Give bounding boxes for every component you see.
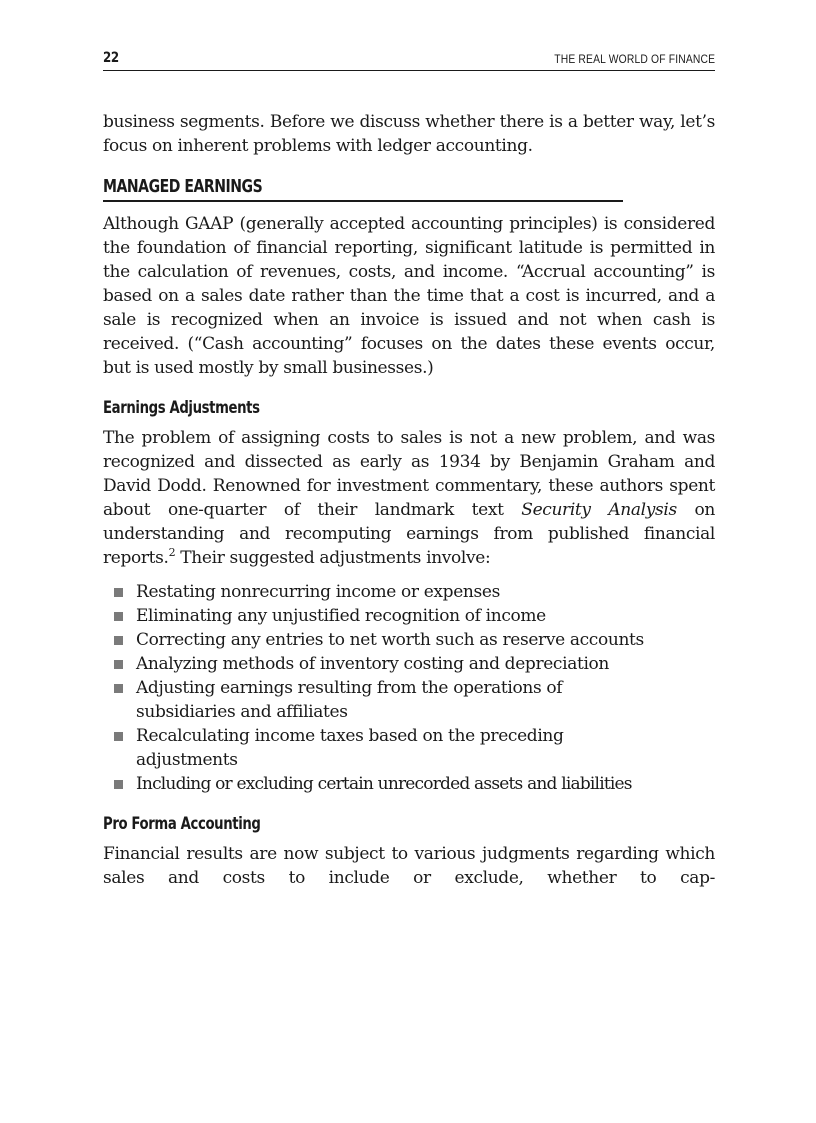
list-item-text: Adjusting earnings resulting from the operations of subsidiaries and affiliates bbox=[136, 678, 563, 722]
list-item bbox=[113, 772, 715, 796]
list-item bbox=[113, 628, 715, 652]
subheading-earnings-adjustments bbox=[103, 396, 715, 420]
paragraph-text: Their suggested adjustments involve: bbox=[175, 548, 491, 568]
list-item-text: Including or excluding certain unrecorded assets and liabilities bbox=[136, 774, 632, 794]
section-heading-text: MANAGED EARNINGS bbox=[103, 176, 263, 197]
body-text bbox=[103, 110, 715, 890]
pro-forma-paragraph: Financial results are now subject to various judgments regarding which sales and costs to include or exclude, whether to cap- bbox=[103, 844, 715, 888]
square-bullet-icon bbox=[114, 636, 123, 645]
running-head bbox=[103, 50, 715, 71]
square-bullet-icon bbox=[114, 660, 123, 669]
list-item bbox=[113, 580, 715, 604]
subheading-pro-forma-accounting bbox=[103, 812, 715, 836]
list-item bbox=[113, 652, 715, 676]
subheading-text: Pro Forma Accounting bbox=[103, 814, 261, 834]
paragraph-text: The problem of assigning costs to sales is not a new problem, and was recognized and dissected as early as 1934 by Benjamin Graham and David Dodd. Renowned for investment commentary, these authors spent about one-quarter of their landmark text bbox=[103, 428, 715, 520]
square-bullet-icon bbox=[114, 588, 123, 597]
square-bullet-icon bbox=[114, 612, 123, 621]
list-item bbox=[113, 676, 715, 724]
intro-paragraph: business segments. Before we discuss whether there is a better way, let’s focus on inherent problems with ledger accounting. bbox=[103, 112, 715, 156]
list-item bbox=[113, 724, 715, 772]
adjustments-bullet-list bbox=[103, 580, 715, 796]
page-number: 22 bbox=[103, 50, 119, 66]
list-item-text: Eliminating any unjustified recognition of income bbox=[136, 606, 546, 626]
paragraph-text: on understanding and recomputing earnings from published financial reports. bbox=[103, 500, 715, 568]
list-item bbox=[113, 604, 715, 628]
footnote-reference[interactable]: 2 bbox=[168, 546, 176, 559]
square-bullet-icon bbox=[114, 780, 123, 789]
managed-earnings-paragraph: Although GAAP (generally accepted accounting principles) is considered the foundation of financial reporting, significant latitude is permitted in the calculation of revenues, costs, and income. “Accrual accounting” is based on a sales date rather than the time that a cost is incurred, and a sale is recognized when an invoice is issued and not when cash is received. (“Cash accounting” focuses on the dates these events occur, but is used mostly by small businesses.) bbox=[103, 214, 715, 378]
list-item-text: Restating nonrecurring income or expenses bbox=[136, 582, 500, 602]
list-item-text: Correcting any entries to net worth such as reserve accounts bbox=[136, 630, 644, 650]
list-item-text: Analyzing methods of inventory costing and depreciation bbox=[136, 654, 610, 674]
section-heading-managed-earnings bbox=[103, 174, 623, 202]
square-bullet-icon bbox=[114, 684, 123, 693]
list-item-text: Recalculating income taxes based on the preceding adjustments bbox=[136, 726, 564, 770]
running-title: THE REAL WORLD OF FINANCE bbox=[553, 52, 715, 66]
subheading-text: Earnings Adjustments bbox=[103, 398, 260, 418]
square-bullet-icon bbox=[114, 732, 123, 741]
book-title: Security Analysis bbox=[521, 500, 677, 520]
earnings-adjustments-paragraph bbox=[103, 426, 715, 570]
